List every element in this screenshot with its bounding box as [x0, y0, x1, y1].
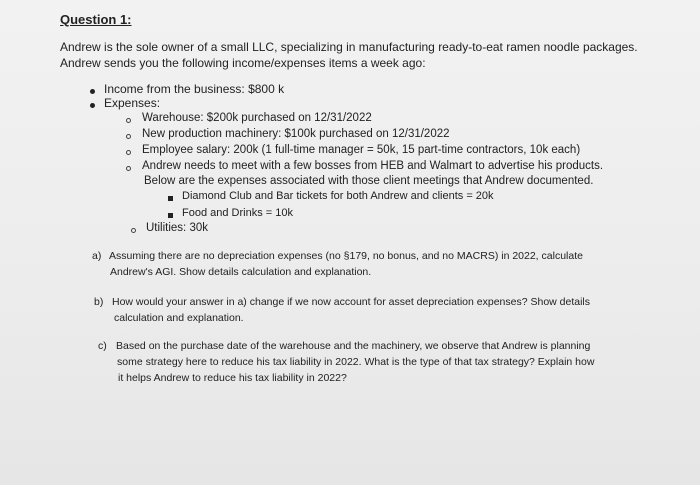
expenses-label: Expenses: [104, 96, 161, 110]
part-a-label: a) [92, 250, 102, 262]
circle-bullet-icon [126, 118, 131, 123]
circle-bullet-icon [126, 134, 131, 139]
question-title: Question 1: [60, 12, 132, 27]
part-b-line: calculation and explanation. [114, 312, 244, 324]
square-bullet-icon [168, 196, 173, 201]
part-c-line: some strategy here to reduce his tax liability in 2022. What is the type of that tax strategy? Explain how [117, 356, 595, 368]
part-a-line: Assuming there are no depreciation expenses (no §179, no bonus, and no MACRS) in 2022, calculate [109, 250, 583, 262]
utilities-item: Utilities: 30k [146, 222, 208, 234]
part-c-line: Based on the purchase date of the warehouse and the machinery, we observe that Andrew is planning [116, 340, 591, 352]
part-a-line: Andrew's AGI. Show details calculation and explanation. [110, 266, 372, 278]
income-item: Income from the business: $800 k [104, 82, 285, 96]
bullet-icon [90, 89, 95, 94]
expense-item: Employee salary: 200k (1 full-time manager = 50k, 15 part-time contractors, 10k each) [142, 144, 581, 156]
circle-bullet-icon [131, 228, 136, 233]
part-c-line: it helps Andrew to reduce his tax liability in 2022? [118, 372, 347, 384]
part-b-line: How would your answer in a) change if we now account for asset depreciation expenses? Show details [112, 296, 591, 308]
meeting-expense-item: Food and Drinks = 10k [182, 207, 293, 219]
intro-line-1: Andrew is the sole owner of a small LLC, specializing in manufacturing ready-to-eat ramen noodle packages. [60, 40, 638, 54]
expense-item: Warehouse: $200k purchased on 12/31/2022 [142, 112, 372, 124]
intro-line-2: Andrew sends you the following income/expenses items a week ago: [60, 56, 426, 70]
part-c-label: c) [98, 340, 107, 352]
circle-bullet-icon [126, 166, 131, 171]
meeting-expense-item: Diamond Club and Bar tickets for both Andrew and clients = 20k [182, 190, 494, 202]
bullet-icon [90, 103, 95, 108]
expense-item-continued: Below are the expenses associated with those client meetings that Andrew documented. [144, 175, 594, 187]
circle-bullet-icon [126, 150, 131, 155]
expense-item: New production machinery: $100k purchased on 12/31/2022 [142, 128, 450, 140]
expense-item: Andrew needs to meet with a few bosses from HEB and Walmart to advertise his products. [142, 160, 604, 172]
part-b-label: b) [94, 296, 104, 308]
square-bullet-icon [168, 213, 173, 218]
